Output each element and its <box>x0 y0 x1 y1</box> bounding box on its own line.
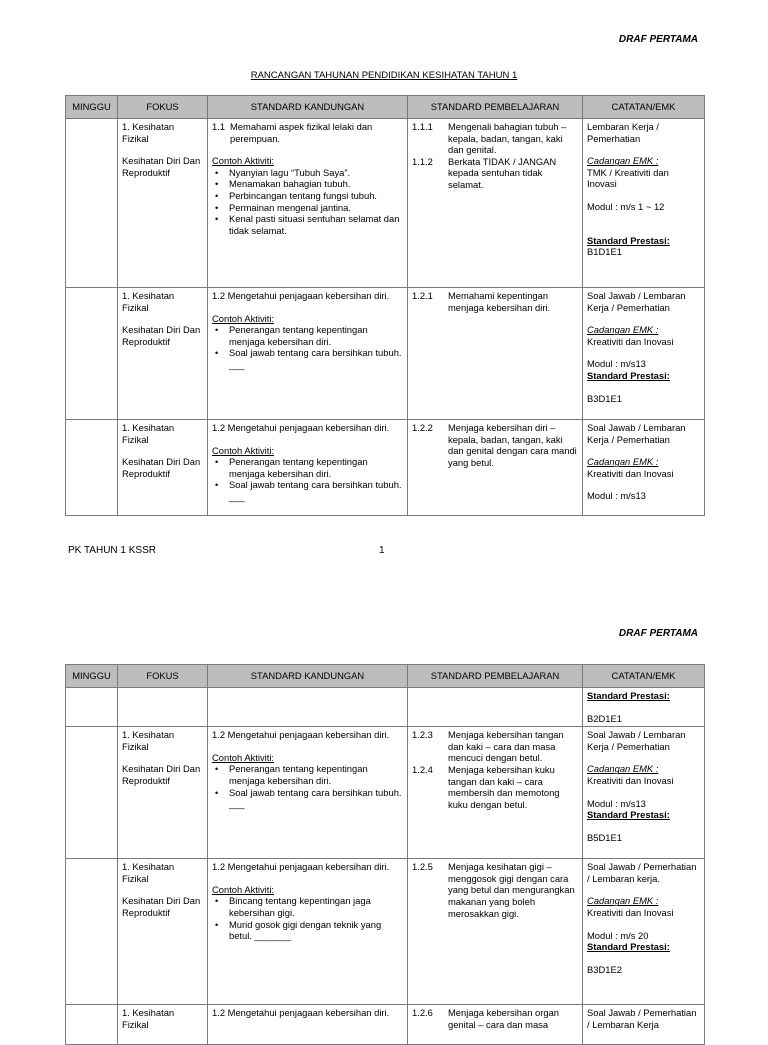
fokus-main: 1. Kesihatan Fizikal <box>122 121 175 144</box>
sp-code: 1.2.4 <box>412 763 433 775</box>
col-header-standard-kandungan: STANDARD KANDUNGAN <box>208 665 408 688</box>
sp-code: 1.1.2 <box>412 155 433 167</box>
standard-pembelajaran-cell <box>408 859 583 1005</box>
contoh-aktiviti-label: Contoh Aktiviti: <box>212 883 275 895</box>
sk-text: 1.2 Mengetahui penjagaan kebersihan diri. <box>212 1007 390 1019</box>
list-item: • Nyanyian lagu “Tubuh Saya”. <box>229 167 403 179</box>
standard-kandungan-cell <box>208 727 408 859</box>
fokus-sub: Kesihatan Diri Dan Reproduktif <box>122 895 201 918</box>
list-item: • Soal jawab tentang cara bersihkan tubuh. ___ <box>229 479 403 502</box>
list-item: • Penerangan tentang kepentingan menjaga kebersihan diri. <box>229 456 403 479</box>
minggu-cell <box>66 688 118 727</box>
sp-text: Menjaga kebersihan diri – kepala, badan, tangan, kaki dan genital dengan cara mandi yang betul. <box>448 422 577 468</box>
standard-pembelajaran-cell <box>408 288 583 420</box>
fokus-main: 1. Kesihatan Fizikal <box>122 290 175 313</box>
catatan-text: Soal Jawab / Lembaran Kerja / Pemerhatian <box>587 422 686 445</box>
catatan-cell <box>583 420 705 516</box>
catatan-cell <box>583 727 705 859</box>
sp-code: 1.1.1 <box>412 121 433 132</box>
draft-label: DRAF PERTAMA <box>618 34 698 45</box>
sk-text: Memahami aspek fizikal lelaki dan perempuan. <box>230 121 373 144</box>
catatan-cell <box>583 859 705 1005</box>
prestasi-code: B3D1E1 <box>587 392 622 404</box>
contoh-aktiviti-label: Contoh Aktiviti: <box>212 155 275 167</box>
col-header-standard-pembelajaran: STANDARD PEMBELAJARAN <box>408 665 583 688</box>
activity-list <box>212 167 403 237</box>
page-number: 1 <box>379 545 385 556</box>
prestasi-code: B5D1E1 <box>587 831 622 843</box>
list-item: • Soal jawab tentang cara bersihkan tubuh. ___ <box>229 787 403 810</box>
sk-text: 1.2 Mengetahui penjagaan kebersihan diri. <box>212 290 390 301</box>
sp-code: 1.2.5 <box>412 861 433 873</box>
list-item: • Soal jawab tentang cara bersihkan tubuh. ___ <box>229 347 403 370</box>
sp-code: 1.2.2 <box>412 422 433 433</box>
fokus-cell <box>118 420 208 516</box>
standard-pembelajaran-cell <box>408 1005 583 1045</box>
col-header-catatan: CATATAN/EMK <box>583 665 705 688</box>
table-row <box>66 288 705 420</box>
prestasi-code: B1D1E1 <box>587 246 622 258</box>
list-item: • Permainan mengenal jantina. <box>229 202 403 214</box>
fokus-sub: Kesihatan Diri Dan Reproduktif <box>122 763 201 786</box>
standard-prestasi-label: Standard Prestasi: <box>587 690 670 701</box>
fokus-main: 1. Kesihatan Fizikal <box>122 1007 175 1030</box>
standard-prestasi-label: Standard Prestasi: <box>587 369 670 381</box>
col-header-standard-pembelajaran: STANDARD PEMBELAJARAN <box>408 96 583 119</box>
catatan-text: Lembaran Kerja / Pemerhatian <box>587 121 659 144</box>
catatan-text: Soal Jawab / Lembaran Kerja / Pemerhatian <box>587 290 686 313</box>
catatan-text: Soal Jawab / Pemerhatian / Lembaran kerja. <box>587 861 697 884</box>
fokus-cell <box>118 688 208 727</box>
activity-list <box>212 763 403 809</box>
fokus-cell <box>118 1005 208 1045</box>
minggu-cell <box>66 1005 118 1045</box>
sk-code: 1.1 <box>212 121 226 132</box>
standard-pembelajaran-cell <box>408 688 583 727</box>
table-row <box>66 859 705 1005</box>
modul-text: Modul : m/s 20 <box>587 929 649 941</box>
fokus-cell <box>118 119 208 288</box>
standard-kandungan-cell <box>208 859 408 1005</box>
table-row <box>66 688 705 727</box>
list-item: • Bincang tentang kepentingan jaga kebersihan gigi. <box>229 895 403 918</box>
table-row <box>66 119 705 288</box>
activity-list <box>212 895 403 941</box>
fokus-main: 1. Kesihatan Fizikal <box>122 861 175 884</box>
emk-text: Kreativiti dan Inovasi <box>587 774 674 786</box>
catatan-cell <box>583 688 705 727</box>
table-header-row <box>66 665 705 688</box>
fokus-cell <box>118 727 208 859</box>
prestasi-code: B2D1E1 <box>587 712 622 724</box>
standard-pembelajaran-cell <box>408 119 583 288</box>
fokus-cell <box>118 859 208 1005</box>
catatan-cell <box>583 288 705 420</box>
modul-text: Modul : m/s13 <box>587 490 646 502</box>
col-header-minggu: MINGGU <box>66 665 118 688</box>
sk-text: 1.2 Mengetahui penjagaan kebersihan diri. <box>212 729 390 741</box>
standard-kandungan-cell <box>208 688 408 727</box>
modul-text: Modul : m/s13 <box>587 358 646 370</box>
fokus-sub: Kesihatan Diri Dan Reproduktif <box>122 456 201 479</box>
col-header-standard-kandungan: STANDARD KANDUNGAN <box>208 96 408 119</box>
catatan-text: Soal Jawab / Pemerhatian / Lembaran Kerja <box>587 1007 697 1030</box>
sp-text: Menjaga kebersihan organ genital – cara dan masa <box>448 1007 560 1030</box>
standard-prestasi-label: Standard Prestasi: <box>587 234 670 246</box>
sp-text: Menjaga kebersihan kuku tangan dan kaki – cara membersih dan memotong kuku dengan betul. <box>448 763 560 810</box>
prestasi-code: B3D1E2 <box>587 963 622 975</box>
sp-code: 1.2.1 <box>412 290 433 301</box>
plan-table-page-1 <box>65 95 705 516</box>
emk-text: Kreativiti dan Inovasi <box>587 467 674 479</box>
col-header-fokus: FOKUS <box>118 96 208 119</box>
sp-text: Berkata TIDAK / JANGAN kepada sentuhan tidak selamat. <box>448 155 557 190</box>
table-row <box>66 1005 705 1045</box>
cadangan-emk-label: Cadangan EMK : <box>587 324 659 336</box>
contoh-aktiviti-label: Contoh Aktiviti: <box>212 444 275 456</box>
list-item: • Perbincangan tentang fungsi tubuh. <box>229 190 403 202</box>
sp-code: 1.2.6 <box>412 1007 433 1019</box>
col-header-minggu: MINGGU <box>66 96 118 119</box>
standard-prestasi-label: Standard Prestasi: <box>587 809 670 821</box>
activity-list <box>212 324 403 370</box>
standard-kandungan-cell <box>208 1005 408 1045</box>
standard-pembelajaran-cell <box>408 727 583 859</box>
sk-text: 1.2 Mengetahui penjagaan kebersihan diri. <box>212 422 390 433</box>
list-item: • Penerangan tentang kepentingan menjaga kebersihan diri. <box>229 324 403 347</box>
catatan-cell <box>583 1005 705 1045</box>
list-item: • Murid gosok gigi dengan teknik yang betul. _______ <box>229 919 403 942</box>
col-header-catatan: CATATAN/EMK <box>583 96 705 119</box>
list-item: • Penerangan tentang kepentingan menjaga kebersihan diri. <box>229 763 403 786</box>
emk-text: Kreativiti dan Inovasi <box>587 335 674 347</box>
fokus-main: 1. Kesihatan Fizikal <box>122 422 175 445</box>
table-row <box>66 420 705 516</box>
table-header-row <box>66 96 705 119</box>
standard-pembelajaran-cell <box>408 420 583 516</box>
activity-list <box>212 456 403 502</box>
sp-text: Menjaga kebersihan tangan dan kaki – cara dan masa mencuci dengan betul. <box>448 729 564 764</box>
minggu-cell <box>66 420 118 516</box>
plan-table-page-2 <box>65 664 705 1045</box>
cadangan-emk-label: Cadangan EMK : <box>587 895 659 907</box>
fokus-sub: Kesihatan Diri Dan Reproduktif <box>122 324 201 347</box>
sk-text: 1.2 Mengetahui penjagaan kebersihan diri. <box>212 861 390 873</box>
list-item: • Kenal pasti situasi sentuhan selamat dan tidak selamat. <box>229 213 403 236</box>
cadangan-emk-label: Cadangan EMK : <box>587 155 659 167</box>
fokus-cell <box>118 288 208 420</box>
standard-kandungan-cell <box>208 119 408 288</box>
standard-prestasi-label: Standard Prestasi: <box>587 941 670 953</box>
sp-code: 1.2.3 <box>412 729 433 741</box>
sp-text: Menjaga kesihatan gigi – menggosok gigi dengan cara yang betul dan mengurangkan makanan yang boleh merosakkan gigi. <box>448 861 575 919</box>
standard-kandungan-cell <box>208 288 408 420</box>
emk-text: TMK / Kreativiti dan Inovasi <box>587 166 669 190</box>
minggu-cell <box>66 288 118 420</box>
col-header-fokus: FOKUS <box>118 665 208 688</box>
minggu-cell <box>66 859 118 1005</box>
contoh-aktiviti-label: Contoh Aktiviti: <box>212 751 275 763</box>
fokus-main: 1. Kesihatan Fizikal <box>122 729 175 752</box>
fokus-sub: Kesihatan Diri Dan Reproduktif <box>122 155 201 178</box>
modul-text: Modul : m/s 1 ~ 12 <box>587 200 665 212</box>
emk-text: Kreativiti dan Inovasi <box>587 906 674 918</box>
list-item: • Menamakan bahagian tubuh. <box>229 178 403 190</box>
sp-text: Memahami kepentingan menjaga kebersihan diri. <box>448 290 551 313</box>
minggu-cell <box>66 727 118 859</box>
sp-text: Mengenali bahagian tubuh – kepala, badan, tangan, kaki dan genital. <box>448 121 567 156</box>
cadangan-emk-label: Cadangan EMK : <box>587 456 659 468</box>
footer-left: PK TAHUN 1 KSSR <box>68 545 156 556</box>
table-row <box>66 727 705 859</box>
catatan-text: Soal Jawab / Lembaran Kerja / Pemerhatian <box>587 729 686 752</box>
draft-label: DRAF PERTAMA <box>618 628 698 639</box>
contoh-aktiviti-label: Contoh Aktiviti: <box>212 312 275 324</box>
catatan-cell <box>583 119 705 288</box>
cadangan-emk-label: Cadangan EMK : <box>587 763 659 775</box>
document-title: RANCANGAN TAHUNAN PENDIDIKAN KESIHATAN TAHUN 1 <box>250 70 518 81</box>
modul-text: Modul : m/s13 <box>587 797 646 809</box>
standard-kandungan-cell <box>208 420 408 516</box>
minggu-cell <box>66 119 118 288</box>
